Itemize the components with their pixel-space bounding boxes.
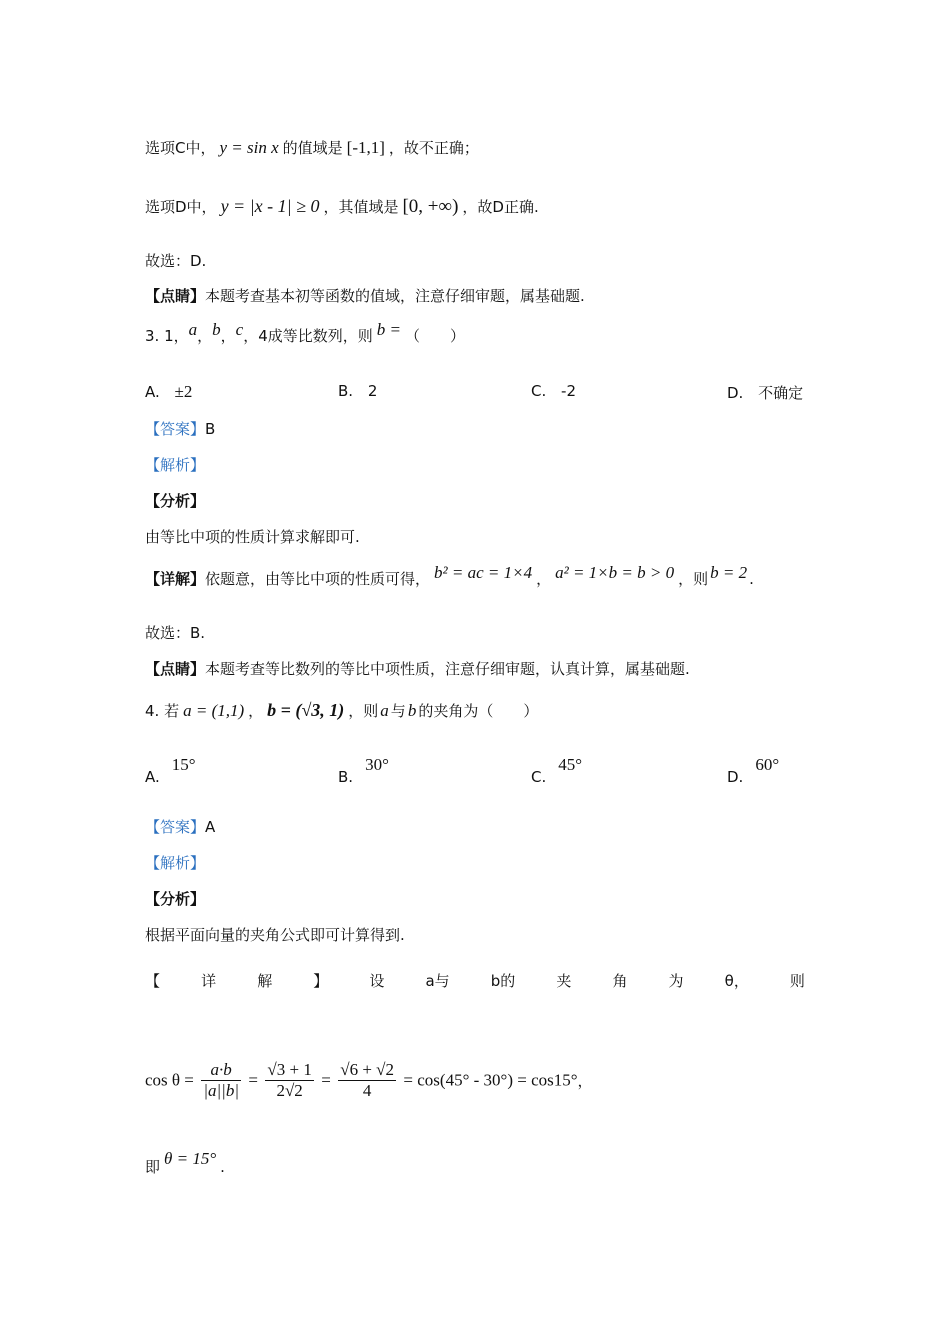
q4-option-c-value: 45° bbox=[558, 755, 583, 774]
q3-fenxi-tag: 【分析】 bbox=[145, 492, 206, 510]
q4-fraction-2 bbox=[265, 1060, 313, 1101]
q4-var-b: b bbox=[407, 701, 417, 720]
q4-detail-word: 解 bbox=[257, 972, 273, 990]
q4-fraction-3-den: 4 bbox=[362, 1081, 372, 1100]
q4-option-d-value: 60° bbox=[755, 755, 780, 774]
q4-stem-b: ，则 bbox=[348, 702, 379, 720]
q4-detail-word: 详 bbox=[201, 972, 217, 990]
q4-formula-eq1: = bbox=[248, 1070, 259, 1090]
q3-stem bbox=[145, 320, 465, 346]
q4-option-b-value: 30° bbox=[365, 755, 389, 774]
q3-var-b: b bbox=[212, 320, 221, 339]
q4-fenxi-tag: 【分析】 bbox=[145, 890, 206, 908]
q3-sep2: ， bbox=[220, 327, 236, 345]
q3-detail-math1: b² = ac = 1×4 bbox=[434, 563, 533, 582]
q4-option-c[interactable] bbox=[531, 755, 583, 786]
note-1-tag: 【点睛】 bbox=[145, 287, 206, 305]
q4-detail-line bbox=[145, 970, 805, 991]
q3-detail bbox=[145, 563, 754, 589]
q4-sep1: ， bbox=[248, 702, 264, 720]
q4-answer-value: A bbox=[205, 818, 216, 836]
q4-with: 与 bbox=[390, 702, 406, 720]
q3-option-b-label: B. bbox=[338, 382, 354, 400]
q3-note bbox=[145, 658, 690, 679]
q4-formula-cos: cos θ = bbox=[145, 1070, 194, 1090]
q3-paren: （ ） bbox=[404, 327, 465, 345]
q3-var-a: a bbox=[188, 320, 198, 339]
q3-sep1: ， bbox=[197, 327, 213, 345]
q3-detail-text: 依题意，由等比中项的性质可得， bbox=[205, 570, 431, 588]
q3-detail-math3: b = 2 bbox=[710, 563, 748, 582]
d-prefix: 选项D中， bbox=[145, 198, 217, 216]
q3-option-a-value: ±2 bbox=[174, 382, 193, 401]
q3-detail-tag: 【详解】 bbox=[145, 570, 206, 588]
q4-detail-word: 【 bbox=[145, 972, 161, 990]
q4-answer-tag: 【答案】 bbox=[145, 818, 206, 836]
q4-fraction-1-num: a·b bbox=[201, 1060, 241, 1081]
q4-stem bbox=[145, 700, 538, 721]
q4-final-end: . bbox=[220, 1158, 225, 1176]
q4-stem-a: 4. 若 bbox=[145, 702, 180, 720]
q3-detail-sep: ， bbox=[536, 570, 552, 588]
q4-detail-word: θ， bbox=[724, 972, 749, 990]
q3-option-d-label: D. bbox=[727, 384, 744, 402]
q4-detail-word: a与 bbox=[425, 972, 450, 990]
q4-formula-eq2: = bbox=[321, 1070, 331, 1090]
q4-fraction-3 bbox=[338, 1060, 396, 1101]
q4-option-a-value: 15° bbox=[171, 755, 196, 774]
c-mid: 的值域是 bbox=[282, 139, 343, 157]
q4-final bbox=[145, 1148, 225, 1176]
q4-option-d[interactable] bbox=[727, 755, 780, 786]
c-math-range: [-1,1] bbox=[346, 138, 385, 157]
note-1-text: 本题考查基本初等函数的值域，注意仔细审题，属基础题. bbox=[205, 287, 585, 305]
q4-fraction-2-num: √3 + 1 bbox=[267, 1060, 312, 1079]
q3-choose: 故选：B. bbox=[145, 624, 206, 642]
q3-detail-math2: a² = 1×b = b > 0 bbox=[555, 563, 675, 582]
q3-stem-a: 3. 1， bbox=[145, 327, 189, 345]
d-math-abs: y = |x - 1| ≥ 0 bbox=[220, 196, 320, 216]
q4-detail-word: 夹 bbox=[556, 972, 572, 990]
q4-detail-word: 角 bbox=[612, 972, 628, 990]
q3-stem-b: ，4成等比数列，则 bbox=[243, 327, 373, 345]
q4-option-c-label: C. bbox=[531, 768, 547, 786]
q4-fraction-2-den: 2√2 bbox=[276, 1081, 303, 1100]
q3-option-c[interactable] bbox=[531, 382, 576, 400]
q4-detail-word: b的 bbox=[490, 972, 516, 990]
q4-detail-word: 为 bbox=[668, 972, 684, 990]
q3-var-c: c bbox=[235, 320, 244, 339]
q4-option-b-label: B. bbox=[338, 768, 354, 786]
q4-formula-tail: = cos(45° - 30°) = cos15° bbox=[403, 1070, 578, 1090]
q4-option-b[interactable] bbox=[338, 755, 389, 786]
q4-option-a-label: A. bbox=[145, 768, 160, 786]
q4-analysis-tag: 【解析】 bbox=[145, 854, 206, 872]
q4-fraction-1 bbox=[201, 1060, 241, 1101]
q4-stem-c: 的夹角为（ ） bbox=[418, 702, 539, 720]
q4-fraction-1-den: |a||b| bbox=[203, 1081, 240, 1100]
q3-option-d-value: 不确定 bbox=[758, 384, 804, 402]
q4-vec-a: a = (1,1) bbox=[183, 701, 245, 720]
d-suffix: ，故D正确. bbox=[462, 198, 539, 216]
q4-final-prefix: 即 bbox=[145, 1158, 161, 1176]
q3-option-a[interactable] bbox=[145, 382, 192, 402]
d-mid: ，其值域是 bbox=[323, 198, 399, 216]
q3-option-d[interactable] bbox=[727, 382, 803, 403]
q3-option-a-label: A. bbox=[145, 383, 160, 401]
c-prefix: 选项C中， bbox=[145, 139, 216, 157]
q3-note-text: 本题考查等比数列的等比中项性质，注意仔细审题，认真计算，属基础题. bbox=[205, 660, 690, 678]
q4-vec-b: b = (√3, 1) bbox=[267, 700, 345, 720]
q4-formula bbox=[145, 1060, 593, 1101]
option-d-line bbox=[145, 196, 539, 218]
q4-detail-word: 】 bbox=[313, 972, 329, 990]
q3-fenxi-text: 由等比中项的性质计算求解即可. bbox=[145, 528, 360, 546]
d-math-range: [0, +∞) bbox=[402, 196, 459, 217]
q4-fenxi-text: 根据平面向量的夹角公式即可计算得到. bbox=[145, 926, 405, 944]
c-suffix: ，故不正确； bbox=[388, 139, 479, 157]
q3-detail-then: ，则 bbox=[678, 570, 709, 588]
q3-detail-end: . bbox=[749, 570, 754, 588]
q4-answer bbox=[145, 816, 215, 837]
choose-d: 故选：D. bbox=[145, 252, 207, 270]
q4-var-a: a bbox=[380, 701, 389, 720]
q3-answer-tag: 【答案】 bbox=[145, 420, 206, 438]
q4-formula-end: ， bbox=[577, 1072, 593, 1090]
q4-detail-word: 设 bbox=[369, 972, 385, 990]
q3-option-b[interactable] bbox=[338, 382, 377, 400]
q4-final-math: θ = 15° bbox=[164, 1149, 217, 1168]
q4-fraction-3-num: √6 + √2 bbox=[340, 1060, 394, 1079]
q3-option-b-value: 2 bbox=[367, 382, 378, 400]
note-1 bbox=[145, 285, 585, 306]
c-math-sin: y = sin x bbox=[219, 138, 279, 157]
q3-answer bbox=[145, 418, 215, 439]
q3-answer-value: B bbox=[205, 420, 216, 438]
q3-option-c-value: -2 bbox=[561, 382, 576, 400]
q3-analysis-tag: 【解析】 bbox=[145, 456, 206, 474]
q3-option-c-label: C. bbox=[531, 382, 547, 400]
q4-option-a[interactable] bbox=[145, 755, 196, 786]
q4-option-d-label: D. bbox=[727, 768, 744, 786]
option-c-line bbox=[145, 137, 479, 158]
q3-note-tag: 【点睛】 bbox=[145, 660, 206, 678]
q4-detail-word: 则 bbox=[789, 972, 805, 990]
q3-ask: b = bbox=[376, 320, 401, 339]
